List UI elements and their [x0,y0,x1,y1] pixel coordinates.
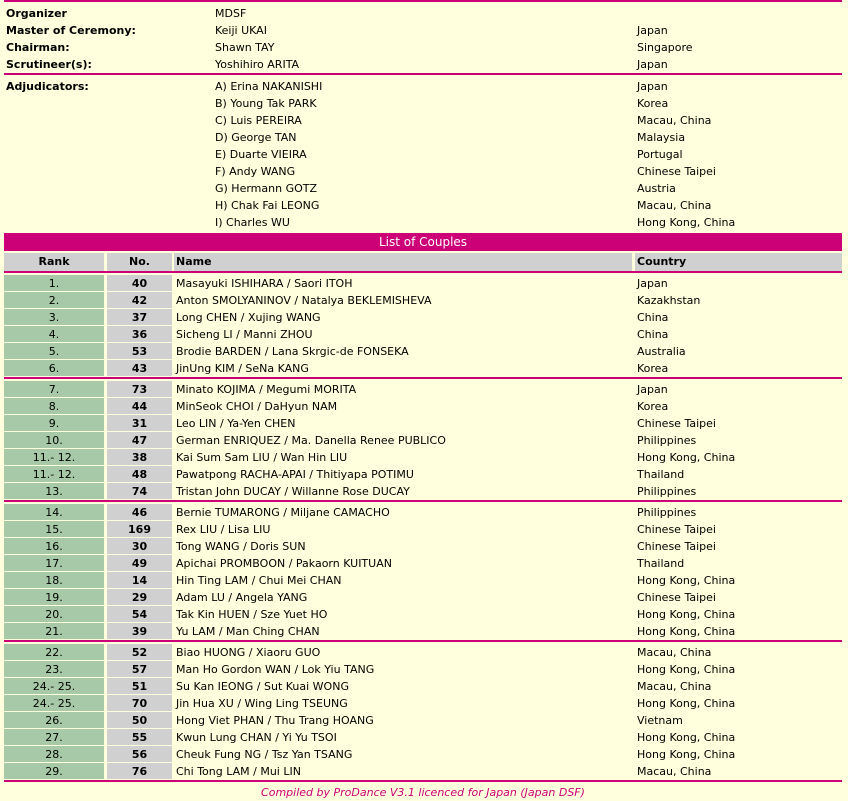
couple-rank: 24.- 25. [4,678,104,695]
adjudicator-country: Chinese Taipei [637,165,716,178]
couple-names: JinUng KIM / SeNa KANG [176,362,309,375]
couple-number: 29 [107,589,172,606]
couple-rank: 9. [4,415,104,432]
couple-number: 43 [107,360,172,377]
couple-rank: 1. [4,275,104,292]
adjudicator-country: Macau, China [637,114,712,127]
couple-names: Anton SMOLYANINOV / Natalya BEKLEMISHEVA [176,294,432,307]
couple-rank: 18. [4,572,104,589]
couple-number: 52 [107,644,172,661]
adjudicators-label: Adjudicators: [6,80,89,93]
couple-country: Macau, China [637,646,712,659]
couple-number: 31 [107,415,172,432]
couple-number: 73 [107,381,172,398]
couple-country: Kazakhstan [637,294,701,307]
couple-country: Chinese Taipei [637,417,716,430]
couple-rank: 7. [4,381,104,398]
couples-table-header [4,253,842,271]
couple-row [4,729,842,746]
couple-number: 44 [107,398,172,415]
couple-number: 74 [107,483,172,500]
official-name: Shawn TAY [215,41,275,54]
couple-row [4,415,842,432]
adjudicator-name: F) Andy WANG [215,165,296,178]
couple-number: 14 [107,572,172,589]
couple-country: Philippines [637,485,697,498]
couple-names: Tristan John DUCAY / Willanne Rose DUCAY [176,485,410,498]
couple-rank: 26. [4,712,104,729]
adjudicator-row [4,214,842,231]
couple-rank: 29. [4,763,104,780]
adjudicator-country: Hong Kong, China [637,216,736,229]
couple-names: Yu LAM / Man Ching CHAN [176,625,320,638]
official-name: MDSF [215,7,247,20]
couple-country: Hong Kong, China [637,574,736,587]
couple-rank: 16. [4,538,104,555]
couple-rank: 28. [4,746,104,763]
couple-rank: 14. [4,504,104,521]
couple-row [4,589,842,606]
adjudicator-name: B) Young Tak PARK [215,97,317,110]
couples-title: List of Couples [4,233,842,251]
couple-row [4,466,842,483]
adjudicator-name: C) Luis PEREIRA [215,114,302,127]
couple-number: 57 [107,661,172,678]
couple-row [4,381,842,398]
couple-names: Rex LIU / Lisa LIU [176,523,271,536]
couple-number: 39 [107,623,172,640]
rank-group [4,379,842,500]
couple-row [4,343,842,360]
couple-names: Bernie TUMARONG / Miljane CAMACHO [176,506,390,519]
couple-country: Vietnam [637,714,683,727]
couple-row [4,483,842,500]
official-role: Master of Ceremony: [6,24,136,37]
adjudicator-country: Macau, China [637,199,712,212]
adjudicator-row [4,146,842,163]
adjudicator-name: D) George TAN [215,131,297,144]
couple-country: Chinese Taipei [637,523,716,536]
couple-rank: 20. [4,606,104,623]
couple-names: Adam LU / Angela YANG [176,591,308,604]
couple-names: Tak Kin HUEN / Sze Yuet HO [176,608,328,621]
couple-row [4,678,842,695]
adjudicator-name: G) Hermann GOTZ [215,182,318,195]
couple-names: Tong WANG / Doris SUN [176,540,306,553]
couple-rank: 6. [4,360,104,377]
couple-number: 55 [107,729,172,746]
couple-country: Chinese Taipei [637,540,716,553]
couple-country: Hong Kong, China [637,748,736,761]
couple-row [4,661,842,678]
couple-names: Kwun Lung CHAN / Yi Yu TSOI [176,731,337,744]
couple-rank: 13. [4,483,104,500]
adjudicator-row [4,78,842,95]
header-name: Name [174,253,632,271]
couple-names: Jin Hua XU / Wing Ling TSEUNG [176,697,348,710]
couple-number: 38 [107,449,172,466]
couple-names: Biao HUONG / Xiaoru GUO [176,646,321,659]
couple-country: Japan [637,277,668,290]
official-country: Singapore [637,41,693,54]
couples-table [4,271,842,780]
couple-rank: 21. [4,623,104,640]
couple-number: 50 [107,712,172,729]
couple-names: Hin Ting LAM / Chui Mei CHAN [176,574,342,587]
couple-names: Cheuk Fung NG / Tsz Yan TSANG [176,748,353,761]
adjudicator-row [4,95,842,112]
adjudicator-name: I) Charles WU [215,216,290,229]
couple-number: 70 [107,695,172,712]
couple-number: 37 [107,309,172,326]
couple-number: 76 [107,763,172,780]
couple-country: Thailand [637,468,685,481]
couple-row [4,695,842,712]
couple-names: Pawatpong RACHA-APAI / Thitiyapa POTIMU [176,468,414,481]
couple-row [4,360,842,377]
couple-number: 48 [107,466,172,483]
official-row [4,39,842,56]
adjudicator-country: Malaysia [637,131,686,144]
official-role: Scrutineer(s): [6,58,92,71]
couple-number: 54 [107,606,172,623]
couple-row [4,746,842,763]
couple-row [4,538,842,555]
couple-country: Philippines [637,506,697,519]
couple-rank: 4. [4,326,104,343]
couple-number: 36 [107,326,172,343]
header-no: No. [107,253,172,271]
couple-names: Long CHEN / Xujing WANG [176,311,321,324]
couple-country: Korea [637,362,669,375]
adjudicator-row [4,112,842,129]
official-country: Japan [637,58,668,71]
couple-row [4,326,842,343]
couple-country: Australia [637,345,686,358]
couple-row [4,504,842,521]
couple-country: Macau, China [637,680,712,693]
couple-row [4,292,842,309]
couple-rank: 23. [4,661,104,678]
couple-number: 46 [107,504,172,521]
rank-group [4,502,842,640]
couple-row [4,398,842,415]
official-name: Yoshihiro ARITA [215,58,300,71]
couple-row [4,449,842,466]
couple-number: 169 [107,521,172,538]
officials-section [4,5,842,73]
couple-rank: 15. [4,521,104,538]
couple-country: Hong Kong, China [637,663,736,676]
couple-rank: 11.- 12. [4,466,104,483]
adjudicator-country: Portugal [637,148,683,161]
couple-country: China [637,328,669,341]
official-row [4,56,842,73]
couple-names: Masayuki ISHIHARA / Saori ITOH [176,277,353,290]
couple-rank: 27. [4,729,104,746]
couple-names: Leo LIN / Ya-Yen CHEN [176,417,296,430]
official-row [4,22,842,39]
couple-number: 56 [107,746,172,763]
couple-country: Hong Kong, China [637,697,736,710]
divider [4,780,842,782]
couple-names: Kai Sum Sam LIU / Wan Hin LIU [176,451,348,464]
couple-rank: 5. [4,343,104,360]
footer-credit: Compiled by ProDance V3.1 licenced for Japan (Japan DSF) [261,786,585,799]
adjudicator-row [4,180,842,197]
couple-names: German ENRIQUEZ / Ma. Danella Renee PUBLICO [176,434,446,447]
couple-row [4,606,842,623]
couple-row [4,712,842,729]
adjudicator-country: Japan [637,80,668,93]
official-name: Keiji UKAI [215,24,267,37]
couple-rank: 2. [4,292,104,309]
couple-row [4,572,842,589]
adjudicator-row [4,197,842,214]
couple-row [4,623,842,640]
header-country: Country [635,253,842,271]
couple-country: Japan [637,383,668,396]
adjudicator-country: Austria [637,182,676,195]
couple-country: Hong Kong, China [637,625,736,638]
official-country: Japan [637,24,668,37]
couple-country: Philippines [637,434,697,447]
couple-names: Chi Tong LAM / Mui LIN [176,765,301,778]
adjudicator-name: A) Erina NAKANISHI [215,80,323,93]
couple-country: Macau, China [637,765,712,778]
couple-names: MinSeok CHOI / DaHyun NAM [176,400,338,413]
couple-rank: 8. [4,398,104,415]
couple-row [4,555,842,572]
rank-group [4,642,842,780]
couple-country: Thailand [637,557,685,570]
couple-rank: 17. [4,555,104,572]
couple-rank: 22. [4,644,104,661]
adjudicators-section [4,78,842,231]
couple-country: Hong Kong, China [637,731,736,744]
couple-number: 40 [107,275,172,292]
official-row [4,5,842,22]
couple-rank: 10. [4,432,104,449]
couple-row [4,763,842,780]
adjudicator-country: Korea [637,97,669,110]
couple-rank: 11.- 12. [4,449,104,466]
couple-names: Sicheng LI / Manni ZHOU [176,328,313,341]
couple-country: Hong Kong, China [637,608,736,621]
adjudicator-row [4,129,842,146]
official-role: Chairman: [6,41,70,54]
couple-number: 47 [107,432,172,449]
adjudicator-name: E) Duarte VIEIRA [215,148,307,161]
couple-row [4,521,842,538]
official-role: Organizer [6,7,67,20]
adjudicator-name: H) Chak Fai LEONG [215,199,320,212]
rank-group [4,273,842,377]
adjudicator-row [4,163,842,180]
couple-country: Chinese Taipei [637,591,716,604]
couple-country: Hong Kong, China [637,451,736,464]
couple-number: 49 [107,555,172,572]
couple-names: Minato KOJIMA / Megumi MORITA [176,383,357,396]
couple-row [4,309,842,326]
couple-names: Apichai PROMBOON / Pakaorn KUITUAN [176,557,392,570]
couple-row [4,432,842,449]
couple-row [4,275,842,292]
couple-number: 51 [107,678,172,695]
couple-number: 42 [107,292,172,309]
header-rank: Rank [4,253,104,271]
couple-names: Hong Viet PHAN / Thu Trang HOANG [176,714,374,727]
couple-country: Korea [637,400,669,413]
couple-rank: 24.- 25. [4,695,104,712]
couple-country: China [637,311,669,324]
results-page [4,0,842,801]
couple-row [4,644,842,661]
couple-names: Brodie BARDEN / Lana Skrgic-de FONSEKA [176,345,409,358]
couple-names: Su Kan IEONG / Sut Kuai WONG [176,680,349,693]
couple-number: 30 [107,538,172,555]
couple-number: 53 [107,343,172,360]
couple-rank: 3. [4,309,104,326]
couple-rank: 19. [4,589,104,606]
couple-names: Man Ho Gordon WAN / Lok Yiu TANG [176,663,375,676]
